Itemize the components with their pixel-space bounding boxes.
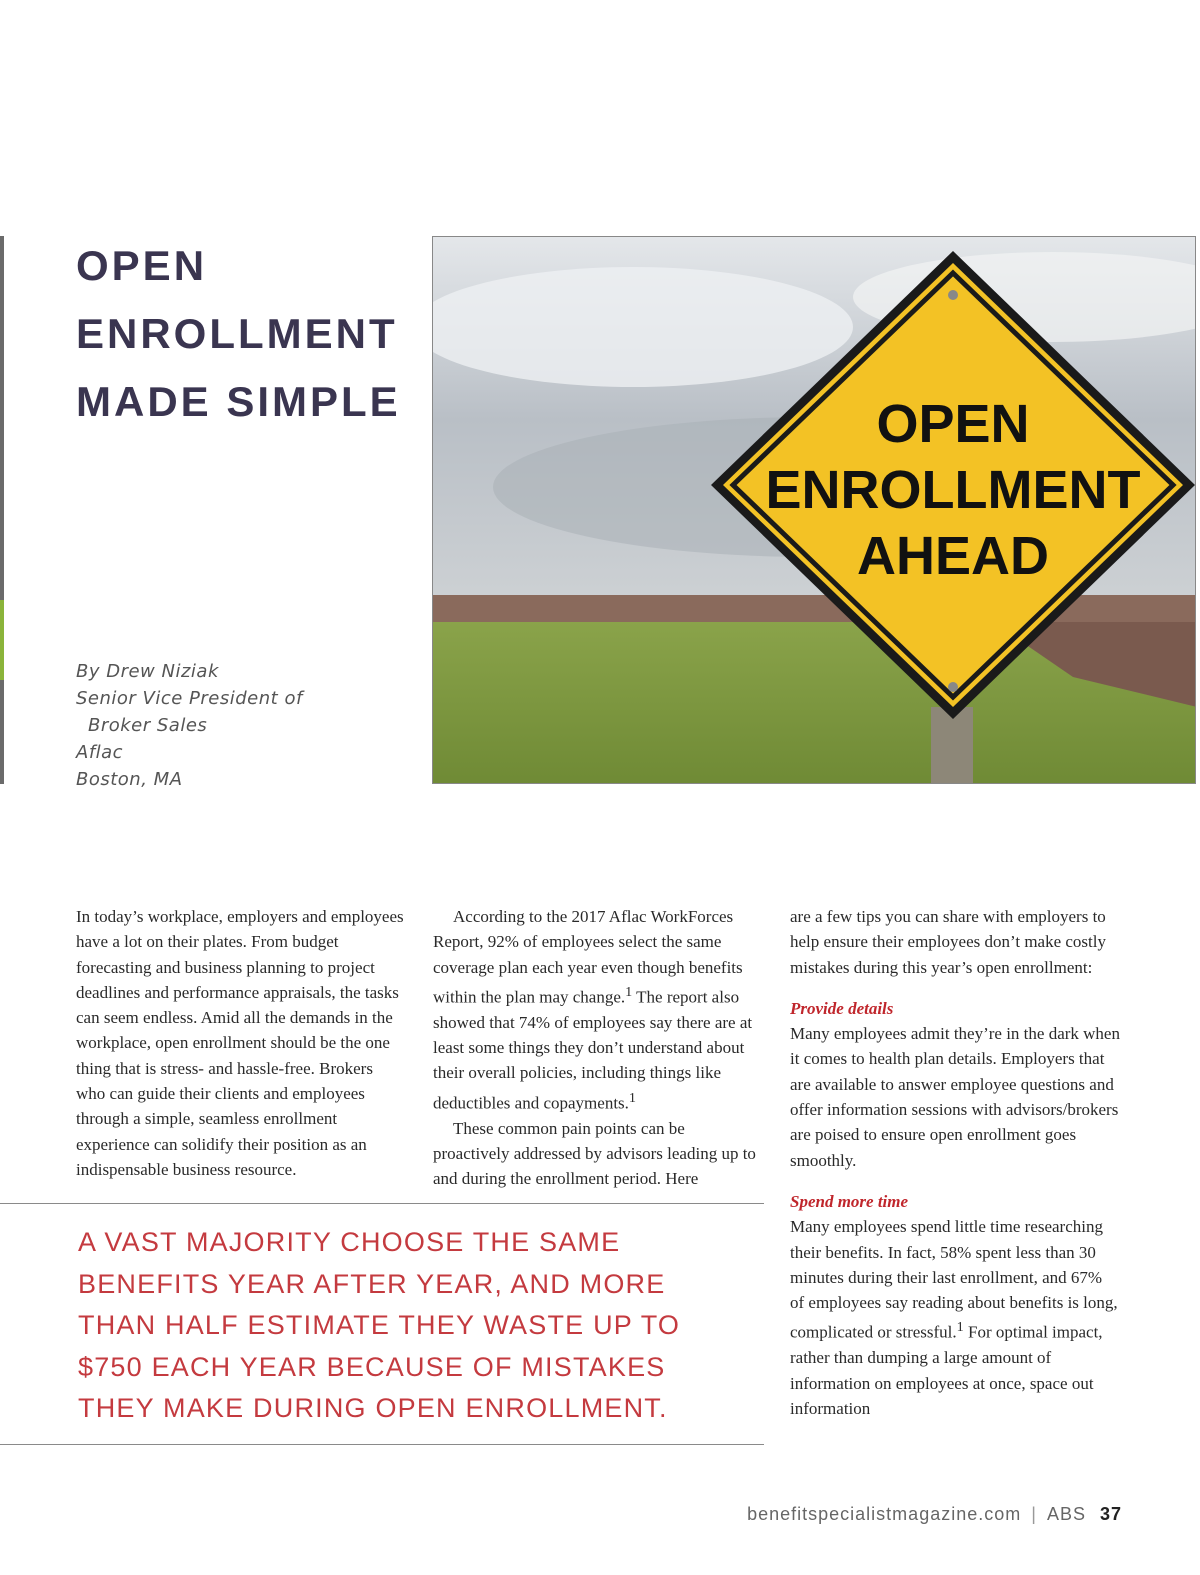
byline-role: Senior Vice President of: [76, 688, 303, 709]
footer-separator: |: [1031, 1504, 1037, 1524]
subheading: Spend more time: [790, 1191, 909, 1211]
paragraph: These common pain points can be proactively addressed by advisors leading up to and during the enrollment period. Here: [433, 1118, 756, 1189]
pullquote-rule-top: [0, 1203, 764, 1204]
subheading: Provide details: [790, 998, 894, 1018]
sign-post: [931, 707, 973, 784]
paragraph: [433, 904, 763, 1116]
title-line: ENROLLMENT: [76, 310, 398, 357]
footnote-ref: 1: [628, 1089, 636, 1106]
paragraph: Many employees admit they’re in the dark when it comes to health plan details. Employers that are available to answer employee questions and offer information sessions with advisors/brokers are poised to ensure open enrollment goes smoothly.: [790, 1024, 1120, 1170]
byline-author: By Drew Niziak: [76, 661, 219, 682]
title-line: MADE SIMPLE: [76, 378, 401, 425]
pullquote-line: BENEFITS YEAR AFTER YEAR, AND MORE: [78, 1268, 666, 1299]
sign-line: OPEN: [876, 394, 1030, 454]
footnote-ref: 1: [625, 983, 633, 1000]
footer-site: benefitspecialistmagazine.com: [747, 1504, 1022, 1524]
article-column-2: [433, 904, 763, 1192]
page-number: 37: [1099, 1504, 1122, 1524]
paragraph-text: The report also showed that 74% of employees say there are at least some things they don’t understand about their overall policies, including things like deductibles and copayments.: [433, 987, 753, 1113]
paragraph: are a few tips you can share with employers to help ensure their employees don’t make costly mistakes during this year’s open enrollment:: [790, 907, 1106, 977]
page-footer: [747, 1504, 1122, 1525]
left-edge-bar: [0, 236, 4, 784]
pull-quote: [78, 1222, 728, 1430]
byline-company: Aflac: [76, 742, 124, 763]
paragraph-text: Many employees spend little time researching their benefits. In fact, 58% spent less than 30 minutes during their last enrollment, and 67% of employees say reading about benefits is long, complicated or stressful.: [790, 1217, 1118, 1343]
paragraph-text: For optimal impact, rather than dumping a large amount of information on employees at once, space out information: [790, 1323, 1103, 1418]
byline-location: Boston, MA: [76, 769, 183, 790]
article-column-3: [790, 904, 1120, 1421]
left-edge-accent: [0, 600, 4, 680]
paragraph: [790, 1214, 1120, 1421]
article-column-1: [76, 904, 406, 1182]
title-line: OPEN: [76, 242, 208, 289]
paragraph-text: According to the 2017 Aflac WorkForces Report, 92% of employees select the same coverage plan each year even though benefits within the plan may change.: [433, 907, 743, 1007]
footnote-ref: 1: [956, 1319, 964, 1336]
paragraph: In today’s workplace, employers and employees have a lot on their plates. From budget forecasting and business planning to project deadlines and performance appraisals, the tasks can seem endless. Amid all the demands in the workplace, open enrollment should be the one thing that is stress- and hassle-free. Brokers who can guide their clients and employees through a simple, seamless enrollment experience can solidify their position as an indispensable business resource.: [76, 907, 404, 1179]
article-title: [76, 232, 416, 436]
byline: [76, 658, 303, 793]
pullquote-line: THEY MAKE DURING OPEN ENROLLMENT.: [78, 1393, 668, 1423]
pullquote-rule-bottom: [0, 1444, 764, 1445]
cloud: [433, 267, 853, 387]
pullquote-line: A VAST MAJORITY CHOOSE THE SAME: [78, 1227, 621, 1257]
hero-photo: [432, 236, 1196, 784]
footer-section: ABS: [1046, 1504, 1086, 1524]
pullquote-line: $750 EACH YEAR BECAUSE OF MISTAKES: [78, 1351, 666, 1382]
byline-role-continued: Broker Sales: [88, 715, 208, 736]
pullquote-line: THAN HALF ESTIMATE THEY WASTE UP TO: [78, 1310, 681, 1340]
sign-line: ENROLLMENT: [765, 460, 1141, 520]
sign-line: AHEAD: [856, 526, 1050, 586]
road-sign-illustration: [433, 237, 1196, 784]
